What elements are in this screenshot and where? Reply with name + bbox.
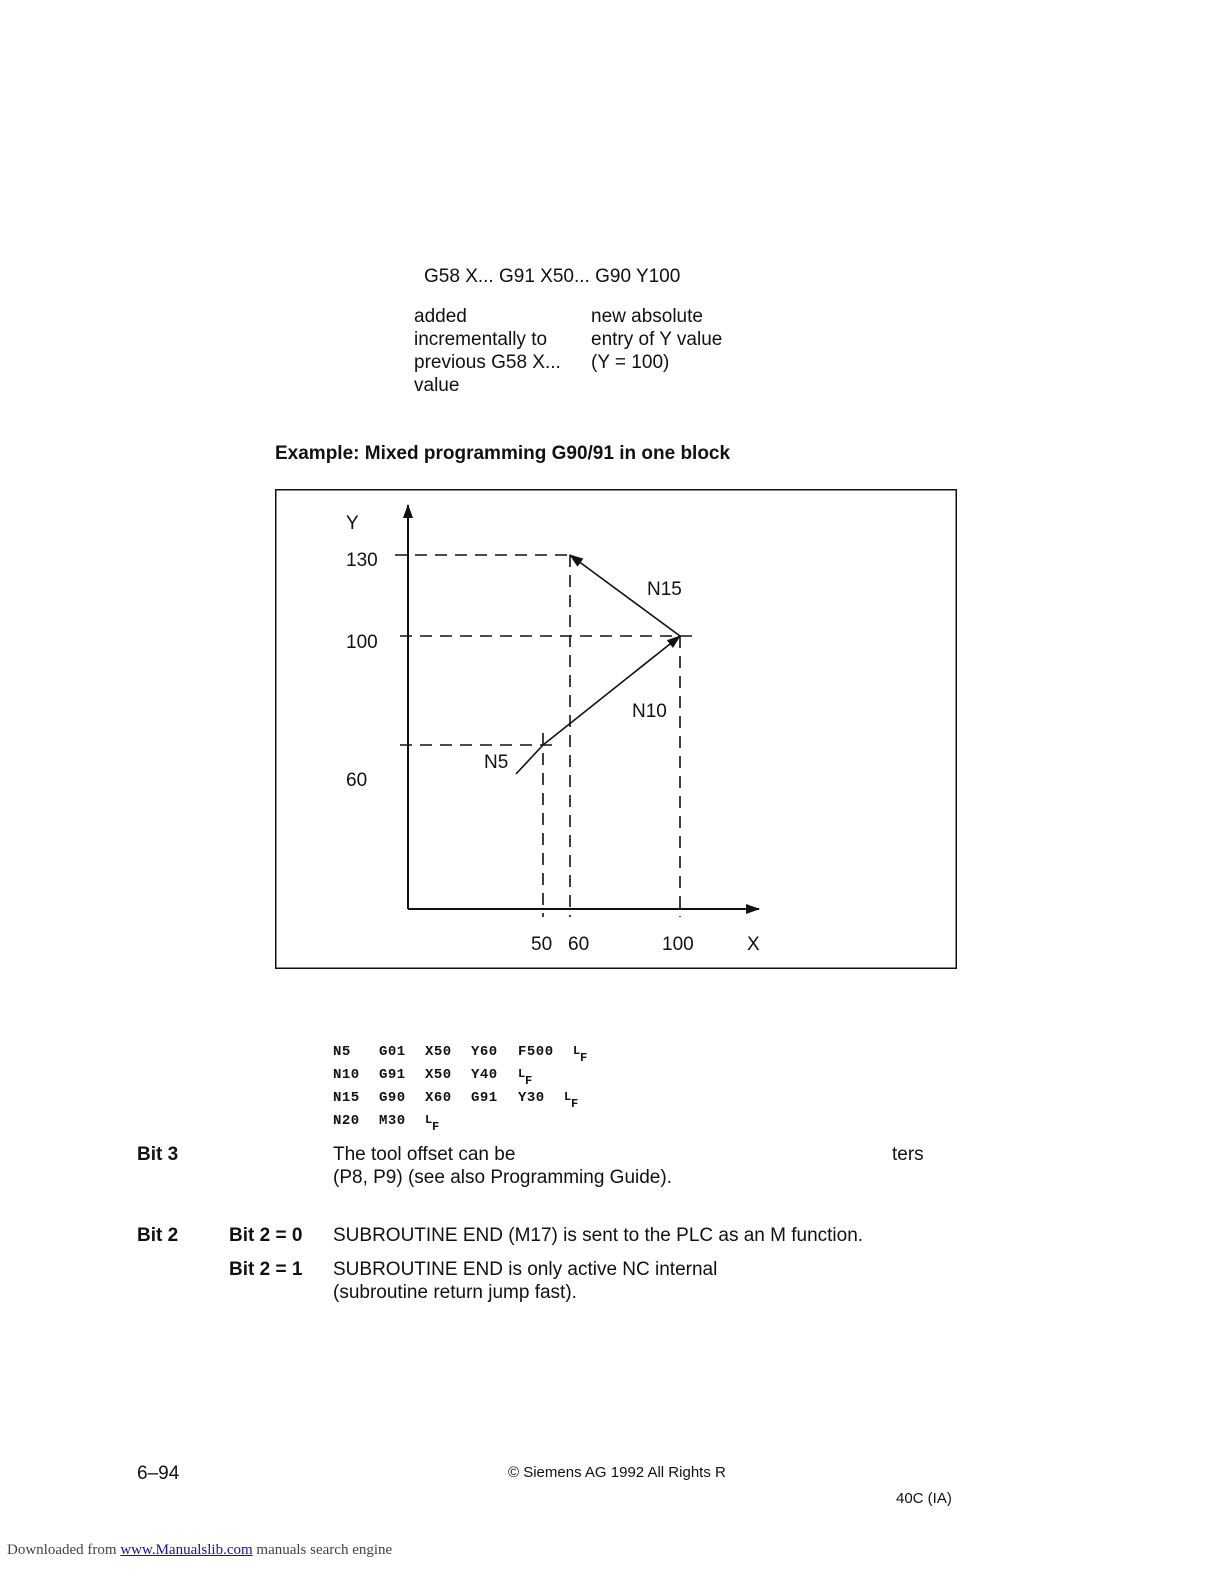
download-prefix: Downloaded from (7, 1542, 117, 1558)
bit3-text-line2: (P8, P9) (see also Programming Guide). (333, 1167, 672, 1188)
y-tick-130: 130 (346, 550, 378, 571)
code-word: G90 (379, 1090, 406, 1106)
line-feed-symbol: L F (425, 1113, 440, 1134)
code-word: X50 (425, 1067, 452, 1083)
download-suffix: manuals search engine (256, 1542, 393, 1558)
code-word: Y60 (471, 1044, 498, 1060)
page-number: 6–94 (137, 1463, 180, 1484)
code-word: Y30 (518, 1090, 545, 1106)
bit3-label: Bit 3 (137, 1144, 179, 1165)
mixed-programming-diagram (275, 489, 957, 969)
bit2-label: Bit 2 (137, 1225, 179, 1246)
bit2-case1-label: Bit 2 = 1 (229, 1259, 303, 1280)
x-axis-label: X (747, 934, 760, 955)
bit2-case1-text-line2: (subroutine return jump fast). (333, 1282, 577, 1303)
label-n15: N15 (647, 579, 682, 600)
download-line (7, 1542, 392, 1559)
bit2-case1-text-line1: SUBROUTINE END is only active NC internal (333, 1259, 718, 1280)
code-word: X60 (425, 1090, 452, 1106)
y-axis-label: Y (346, 513, 359, 534)
line-feed-symbol: L F (564, 1090, 579, 1111)
code-word: G91 (471, 1090, 498, 1106)
code-word: M30 (379, 1113, 406, 1129)
note-right: new absolute entry of Y value (Y = 100) (591, 306, 723, 373)
path-n10 (543, 636, 680, 745)
y-tick-60: 60 (346, 770, 368, 791)
code-word: F500 (518, 1044, 554, 1060)
code-word: G91 (379, 1067, 406, 1083)
code-word: N15 (333, 1090, 360, 1106)
bit2-case0-text: SUBROUTINE END (M17) is sent to the PLC as an M function. (333, 1225, 864, 1246)
code-word: N5 (333, 1044, 351, 1060)
code-word: N20 (333, 1113, 360, 1129)
example-heading: Example: Mixed programming G90/91 in one block (275, 443, 731, 464)
doc-code: 40C (IA) (896, 1490, 952, 1507)
bit3-text-line1-tail: ters (892, 1144, 924, 1165)
code-word: X50 (425, 1044, 452, 1060)
line-feed-symbol: L F (518, 1067, 533, 1088)
manualslib-link[interactable]: www.Manualslib.com (120, 1542, 253, 1558)
label-n10: N10 (632, 701, 667, 722)
y-tick-100: 100 (346, 632, 378, 653)
code-word: Y40 (471, 1067, 498, 1083)
x-tick-100: 100 (662, 934, 694, 955)
copyright: © Siemens AG 1992 All Rights R (508, 1464, 726, 1481)
note-left: added incrementally to previous G58 X... value (414, 306, 561, 396)
code-word: G01 (379, 1044, 406, 1060)
bit3-text-line1: The tool offset can be (333, 1144, 516, 1165)
label-n5: N5 (484, 752, 509, 773)
x-tick-50: 50 (531, 934, 553, 955)
line-feed-symbol: L F (573, 1044, 588, 1065)
command-line: G58 X... G91 X50... G90 Y100 (424, 266, 681, 287)
x-tick-60: 60 (568, 934, 590, 955)
path-n5 (516, 745, 543, 774)
code-word: N10 (333, 1067, 360, 1083)
bit2-case0-label: Bit 2 = 0 (229, 1225, 303, 1246)
